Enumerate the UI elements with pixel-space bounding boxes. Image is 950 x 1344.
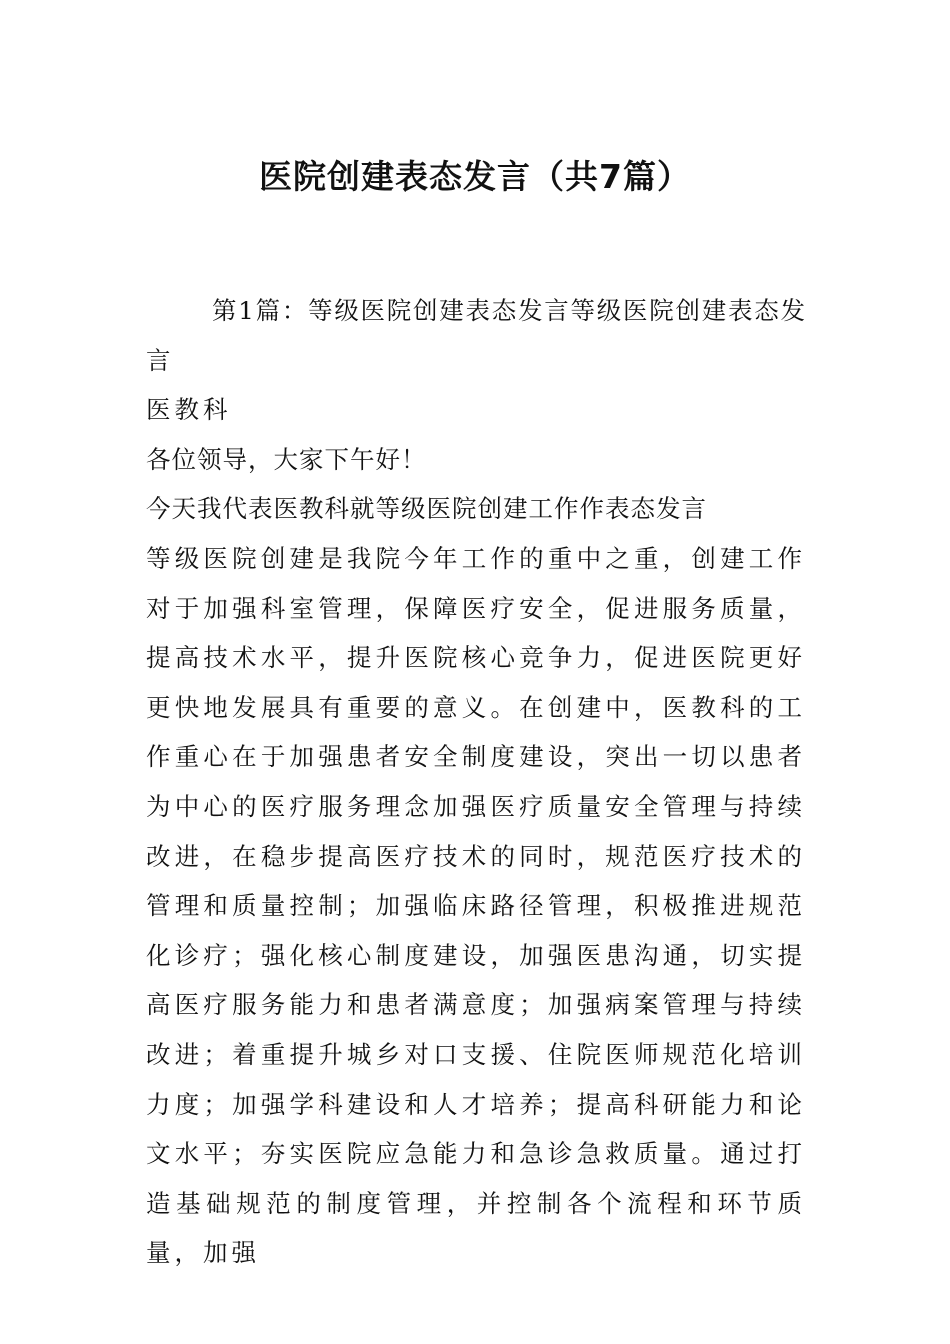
greeting: 各位领导，大家下午好！ [146, 444, 427, 474]
department-name: 医教科 [146, 395, 232, 425]
document-body [146, 286, 806, 1278]
body-paragraph: 等级医院创建是我院今年工作的重中之重，创建工作对于加强科室管理，保障医疗安全，促进服务质量，提高技术水平，提升医院核心竞争力，促进医院更好更快地发展具有重要的意义。在创建中，医教科的工作重心在于加强患者安全制度建设，突出一切以患者为中心的医疗服务理念加强医疗质量安全管理与持续改进，在稳步提高医疗技术的同时，规范医疗技术的管理和质量控制；加强临床路径管理，积极推进规范化诊疗；强化核心制度建设，加强医患沟通，切实提高医疗服务能力和患者满意度；加强病案管理与持续改进；着重提升城乡对口支援、住院医师规范化培训力度；加强学科建设和人才培养；提高科研能力和论文水平；夯实医院应急能力和急诊急救质量。通过打造基础规范的制度管理，并控制各个流程和环节质量，加强 [146, 543, 806, 1268]
intro-line: 今天我代表医教科就等级医院创建工作作表态发言 [146, 494, 707, 524]
document-title: 医院创建表态发言（共7篇） [259, 157, 691, 196]
section-heading: 第1篇：等级医院创建表态发言等级医院创建表态发言 [146, 296, 806, 375]
